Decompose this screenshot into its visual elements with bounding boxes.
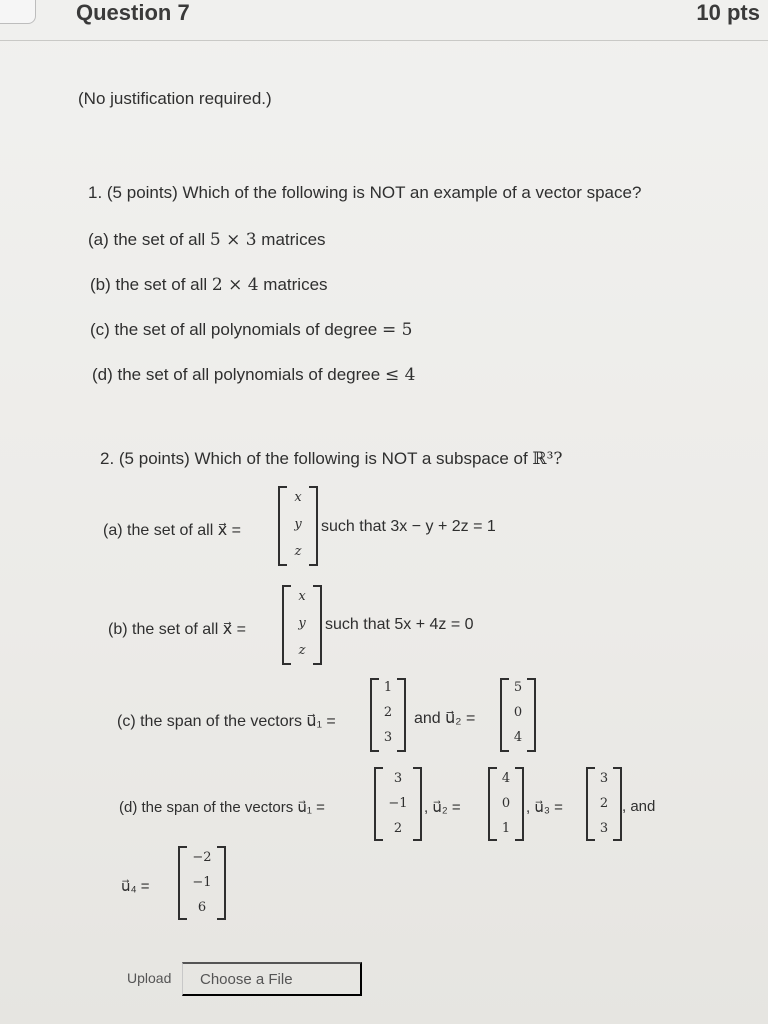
matrix-entry: z [294,544,302,559]
q2-a-matrix [278,486,318,566]
q2-d-sep2: , u⃗₂ = [424,799,461,816]
matrix-entry: 6 [197,900,207,915]
question-title: Question 7 [76,0,190,25]
q2-prompt [100,449,563,469]
q1-option-c-math: = 5 [381,320,413,340]
q1-prompt: 1. (5 points) Which of the following is NOT an example of a vector space? [88,183,642,202]
q1-option-b [90,275,328,295]
matrix-entry: y [298,616,306,631]
q2-prompt-text: 2. (5 points) Which of the following is NOT a subspace of [100,449,533,468]
q2-d-tail: , and [622,798,656,815]
collapse-toggle[interactable] [0,0,36,24]
q1-option-a-suffix: matrices [256,230,326,249]
q1-option-b-math: 2 × 4 [211,275,259,295]
q1-option-b-text: (b) the set of all [90,275,212,294]
matrix-entry: 5 [513,680,523,695]
matrix-entry: y [294,517,302,532]
q1-option-c-text: (c) the set of all polynomials of degree [90,320,382,339]
q1-option-d [92,365,415,385]
q2-c-prefix: (c) the span of the vectors u⃗₁ = [117,713,336,730]
matrix-entry: 2 [393,821,403,836]
q2-b-condition: such that 5x + 4z = 0 [325,616,474,633]
q2-d-sep3: , u⃗₃ = [526,799,563,816]
q2-b-matrix [282,585,322,665]
q1-option-b-suffix: matrices [258,275,328,294]
q1-option-c [90,320,412,340]
matrix-entry: −1 [192,875,212,890]
q2-c-mid: and u⃗₂ = [414,710,476,727]
instruction-text: (No justification required.) [78,89,272,108]
q2-d-prefix: (d) the span of the vectors u⃗₁ = [119,799,325,816]
q1-option-a-text: (a) the set of all [88,230,210,249]
question-points: 10 pts [696,0,760,25]
matrix-entry: 3 [393,771,403,786]
matrix-entry: 3 [599,771,609,786]
matrix-entry: 4 [513,730,523,745]
matrix-entry: 2 [383,705,393,720]
q1-option-d-text: (d) the set of all polynomials of degree [92,365,385,384]
matrix-entry: 3 [599,821,609,836]
matrix-entry: 0 [513,705,523,720]
q2-c-u1-matrix [370,678,406,752]
matrix-entry: 4 [501,771,511,786]
matrix-entry: 2 [599,796,609,811]
matrix-entry: z [298,643,306,658]
matrix-entry: 0 [501,796,511,811]
matrix-entry: 3 [383,730,393,745]
q2-d-u4-matrix [178,846,226,920]
q2-prompt-math: ℝ³? [532,449,563,469]
matrix-entry: x [294,490,302,505]
q2-b-prefix: (b) the set of all x⃗ = [108,621,246,638]
q1-option-a [88,230,326,250]
q2-a-prefix: (a) the set of all x⃗ = [103,522,241,539]
q2-d-u3-matrix [586,767,622,841]
choose-file-button[interactable]: Choose a File [182,962,362,996]
q2-c-u2-matrix [500,678,536,752]
q2-d-u2-matrix [488,767,524,841]
q2-d-u1-matrix [374,767,422,841]
q2-d-u4-label: u⃗₄ = [121,878,150,895]
q1-option-a-math: 5 × 3 [209,230,257,250]
matrix-entry: x [298,589,306,604]
q2-a-condition: such that 3x − y + 2z = 1 [321,518,496,535]
matrix-entry: 1 [501,821,511,836]
matrix-entry: 1 [383,680,393,695]
q1-option-d-math: ≤ 4 [384,365,416,385]
question-header [0,0,768,41]
matrix-entry: −2 [192,850,212,865]
upload-label: Upload [127,970,172,986]
matrix-entry: −1 [388,796,408,811]
